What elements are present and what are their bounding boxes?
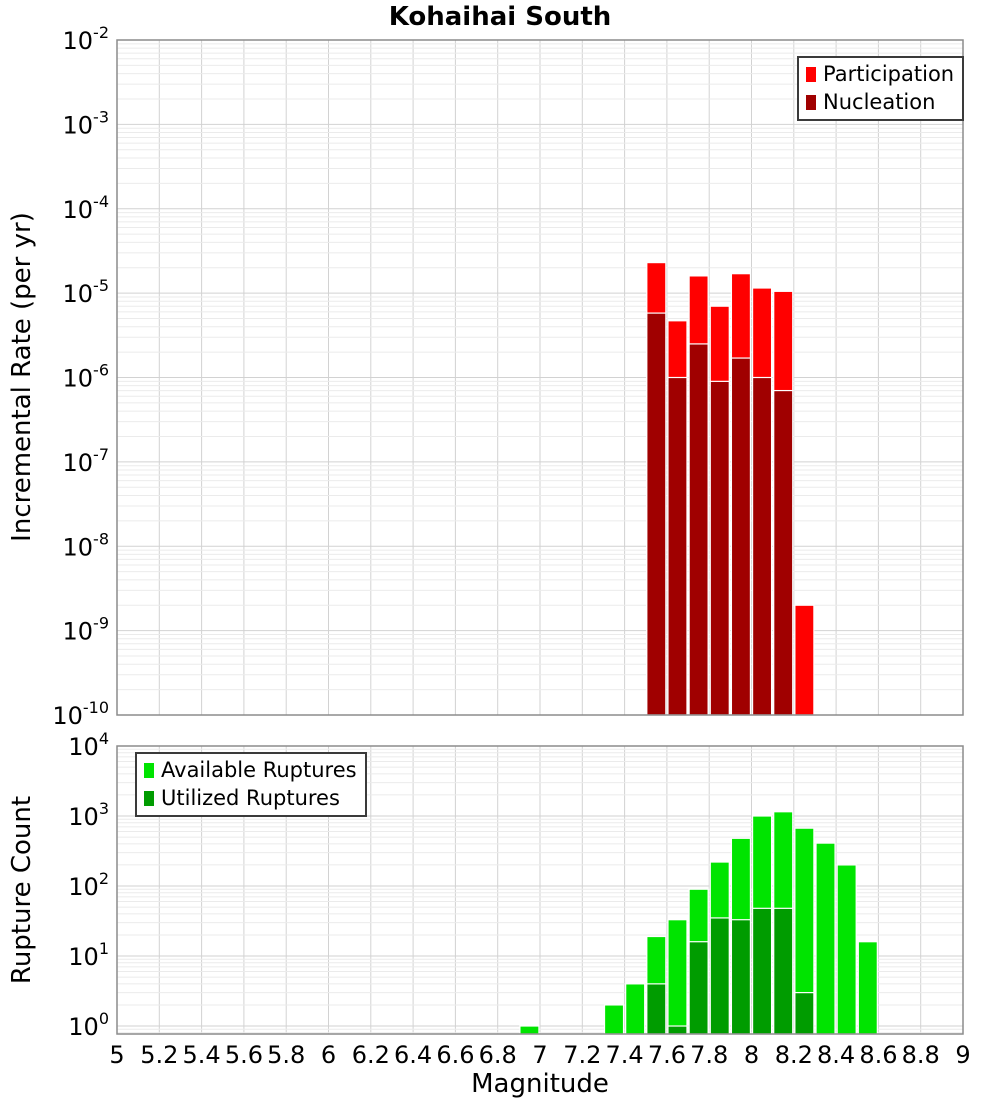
x-tick-label: 5.8	[267, 1041, 306, 1069]
participation-label: Participation	[823, 62, 955, 86]
y-tick-label: $10^{-6}$	[62, 360, 109, 393]
utilized-ruptures-bar-7.85	[710, 918, 729, 1034]
y-tick-label: $10^{-7}$	[62, 444, 109, 477]
x-tick-label: 7.4	[605, 1041, 644, 1069]
available-ruptures-bar-8.35	[816, 843, 835, 1034]
x-tick-label: 6.4	[394, 1041, 433, 1069]
chart-title: Kohaihai South	[388, 2, 612, 32]
utilized-label: Utilized Ruptures	[161, 786, 340, 810]
count-legend	[135, 752, 367, 817]
x-tick-label: 6.8	[478, 1041, 517, 1069]
y-tick-label: $10^{-3}$	[62, 107, 109, 140]
x-tick-label: 6	[320, 1041, 337, 1069]
y-tick-label: $10^{-10}$	[52, 698, 109, 730]
utilized-ruptures-bar-8.05	[753, 908, 772, 1034]
available-swatch	[144, 763, 154, 778]
generated-plot-content	[52, 23, 970, 1069]
participation-swatch	[806, 67, 816, 82]
available-ruptures-bar-6.95	[520, 1026, 539, 1034]
x-tick-label: 7.6	[647, 1041, 686, 1069]
rate-axis-label: Incremental Rate (per yr)	[7, 212, 37, 542]
utilized-ruptures-bar-7.95	[731, 920, 750, 1034]
participation-bar-8.25	[795, 605, 814, 715]
x-tick-label: 6.2	[351, 1041, 390, 1069]
magnitude-axis-label: Magnitude	[471, 1069, 609, 1099]
y-tick-label: $10^{-9}$	[62, 613, 109, 646]
x-tick-label: 9	[955, 1041, 971, 1069]
legend-item-utilized	[144, 785, 357, 811]
x-tick-label: 8.2	[774, 1041, 813, 1069]
x-tick-label: 5.6	[224, 1041, 263, 1069]
utilized-swatch	[144, 791, 154, 806]
y-tick-label: $10^0$	[68, 1009, 109, 1042]
x-tick-label: 7.2	[563, 1041, 602, 1069]
x-tick-label: 7.8	[690, 1041, 729, 1069]
nucleation-bar-8.05	[753, 378, 772, 716]
nucleation-bar-7.55	[647, 313, 666, 715]
x-tick-label: 7	[532, 1041, 548, 1069]
available-ruptures-bar-7.35	[605, 1005, 624, 1034]
y-tick-label: $10^{-4}$	[62, 191, 109, 224]
count-axis-label: Rupture Count	[7, 795, 37, 985]
legend-item-available	[144, 757, 357, 783]
x-tick-label: 8.4	[817, 1041, 856, 1069]
nucleation-bar-7.75	[689, 344, 708, 715]
x-tick-label: 8	[743, 1041, 760, 1069]
y-tick-label: $10^3$	[68, 799, 109, 832]
nucleation-bar-7.95	[731, 358, 750, 715]
x-tick-label: 8.8	[901, 1041, 940, 1069]
x-tick-label: 8.6	[859, 1041, 898, 1069]
nucleation-bar-7.85	[710, 381, 729, 715]
nucleation-swatch	[806, 95, 816, 110]
x-tick-label: 6.6	[436, 1041, 475, 1069]
y-tick-label: $10^2$	[68, 869, 109, 902]
y-tick-label: $10^{-8}$	[62, 529, 109, 562]
available-ruptures-bar-8.45	[837, 865, 856, 1034]
available-ruptures-bar-7.65	[668, 920, 687, 1034]
y-tick-label: $10^4$	[68, 729, 109, 761]
available-ruptures-bar-8.55	[858, 942, 877, 1034]
nucleation-bar-7.65	[668, 378, 687, 716]
x-tick-label: 5.4	[182, 1041, 221, 1069]
y-tick-label: $10^1$	[68, 939, 109, 972]
x-tick-label: 5.2	[140, 1041, 179, 1069]
rate-legend	[797, 56, 964, 121]
nucleation-label: Nucleation	[823, 90, 936, 114]
nucleation-bar-8.15	[774, 391, 793, 715]
y-tick-label: $10^{-2}$	[62, 23, 109, 55]
utilized-ruptures-bar-7.55	[647, 984, 666, 1034]
utilized-ruptures-bar-8.25	[795, 993, 814, 1034]
utilized-ruptures-bar-7.65	[668, 1026, 687, 1034]
legend-item-participation	[806, 61, 954, 87]
available-ruptures-bar-7.45	[626, 984, 645, 1034]
y-tick-label: $10^{-5}$	[62, 276, 109, 309]
available-label: Available Ruptures	[161, 758, 357, 782]
utilized-ruptures-bar-7.75	[689, 942, 708, 1034]
utilized-ruptures-bar-8.15	[774, 908, 793, 1034]
legend-item-nucleation	[806, 89, 954, 115]
x-tick-label: 5	[109, 1041, 125, 1069]
